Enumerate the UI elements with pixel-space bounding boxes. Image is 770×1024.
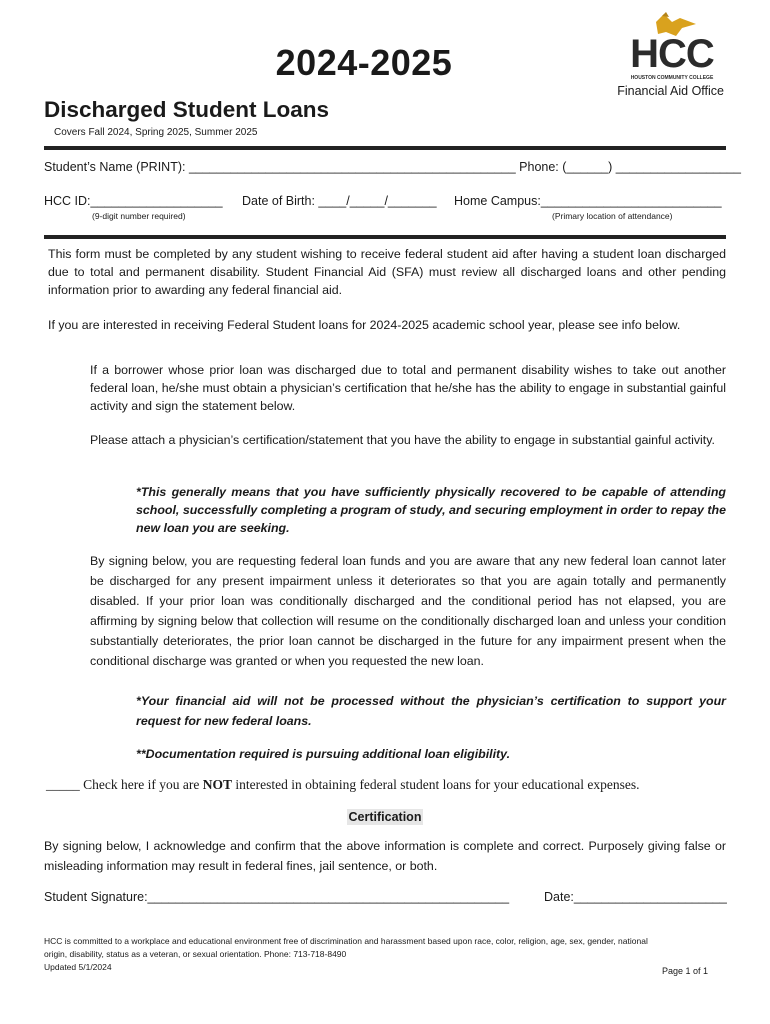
form-year: 2024-2025 — [275, 42, 453, 83]
hcc-id-note: (9-digit number required) — [92, 211, 186, 221]
footer-statement — [44, 935, 734, 974]
hcc-logo — [618, 12, 726, 88]
borrower-paragraph: If a borrower whose prior loan was discharged due to total and permanent disability wishes to take out another federal loan, he/she must obtain a physician’s certification that he/she has the ability to engage in substantial gainful activity and sign the statement below. — [90, 363, 726, 414]
mid-divider — [44, 235, 726, 239]
campus-note: (Primary location of attendance) — [552, 211, 673, 221]
campus-field[interactable]: Home Campus:__________________________ — [454, 194, 722, 208]
hcc-id-field[interactable]: HCC ID:___________________ — [44, 194, 223, 208]
opt-out-not: NOT — [202, 777, 232, 792]
footer-line-2: origin, disability, status as a veteran, or sexual orientation. Phone: 713-718-8490 — [44, 949, 347, 959]
certification-text: By signing below, I acknowledge and confirm that the above information is complete and correct. Purposely giving false or misleading information may result in federal fines, jail sentence, or both. — [44, 839, 726, 873]
logo-text: HCC — [630, 32, 714, 76]
processed-note: *Your financial aid will not be processed without the physician’s certification to support your request for new federal loans. — [136, 694, 726, 728]
office-name: Financial Aid Office — [617, 84, 724, 98]
intro-paragraph: This form must be completed by any student wishing to receive federal student aid after having a student loan discharged due to total and permanent disability. Student Financial Aid (SFA) must review all discharged loans and other pending information prior to awarding any federal financial aid. — [48, 247, 726, 298]
logo-subtext: HOUSTON COMMUNITY COLLEGE — [630, 75, 714, 81]
covers-terms: Covers Fall 2024, Spring 2025, Summer 2025 — [54, 127, 258, 138]
opt-out-text-a: Check here if you are — [83, 777, 203, 792]
documentation-note: **Documentation required is pursuing additional loan eligibility. — [136, 747, 511, 761]
signing-paragraph: By signing below, you are requesting federal loan funds and you are aware that any new federal loan cannot later be discharged for any present impairment unless it deteriorates so that you are again totally and permanently disabled. If your prior loan was conditionally discharged and the conditional period has not elapsed, you are affirming by signing below that collection will resume on the conditionally discharged loan and unless your condition substantially deteriorates, the prior loan cannot be discharged in the future for any impairment present when the conditional discharge was granted or when you requested the new loan. — [90, 554, 726, 668]
page-number: Page 1 of 1 — [661, 966, 708, 976]
interest-paragraph: If you are interested in receiving Federal Student loans for 2024-2025 academic school year, please see info below. — [48, 318, 681, 332]
top-divider — [44, 146, 726, 150]
name-phone-field[interactable]: Student’s Name (PRINT): _______________________________________________ Phone: (______) __________________ — [44, 160, 741, 174]
updated-date: Updated 5/1/2024 — [44, 962, 112, 972]
recovered-note: *This generally means that you have sufficiently physically recovered to be capable of attending school, successfully completing a program of study, and securing employment in order to repay the new loan you are seeking. — [136, 485, 726, 536]
date-field[interactable]: Date:______________________ — [544, 890, 727, 904]
page-title: Discharged Student Loans — [44, 97, 330, 122]
signature-field[interactable]: Student Signature:____________________________________________________ — [44, 890, 510, 904]
opt-out-text-b: interested in obtaining federal student loans for your educational expenses. — [231, 777, 640, 792]
certification-heading: Certification — [348, 810, 422, 824]
footer-line-1: HCC is committed to a workplace and educational environment free of discrimination and harassment based upon race, color, religion, age, sex, gender, national — [44, 936, 648, 946]
opt-out-blank[interactable]: _____ — [46, 777, 84, 792]
dob-field[interactable]: Date of Birth: ____/_____/_______ — [242, 194, 437, 208]
opt-out-checkbox[interactable] — [46, 777, 639, 793]
attach-paragraph: Please attach a physician’s certification/statement that you have the ability to engage in substantial gainful activity. — [90, 433, 715, 447]
